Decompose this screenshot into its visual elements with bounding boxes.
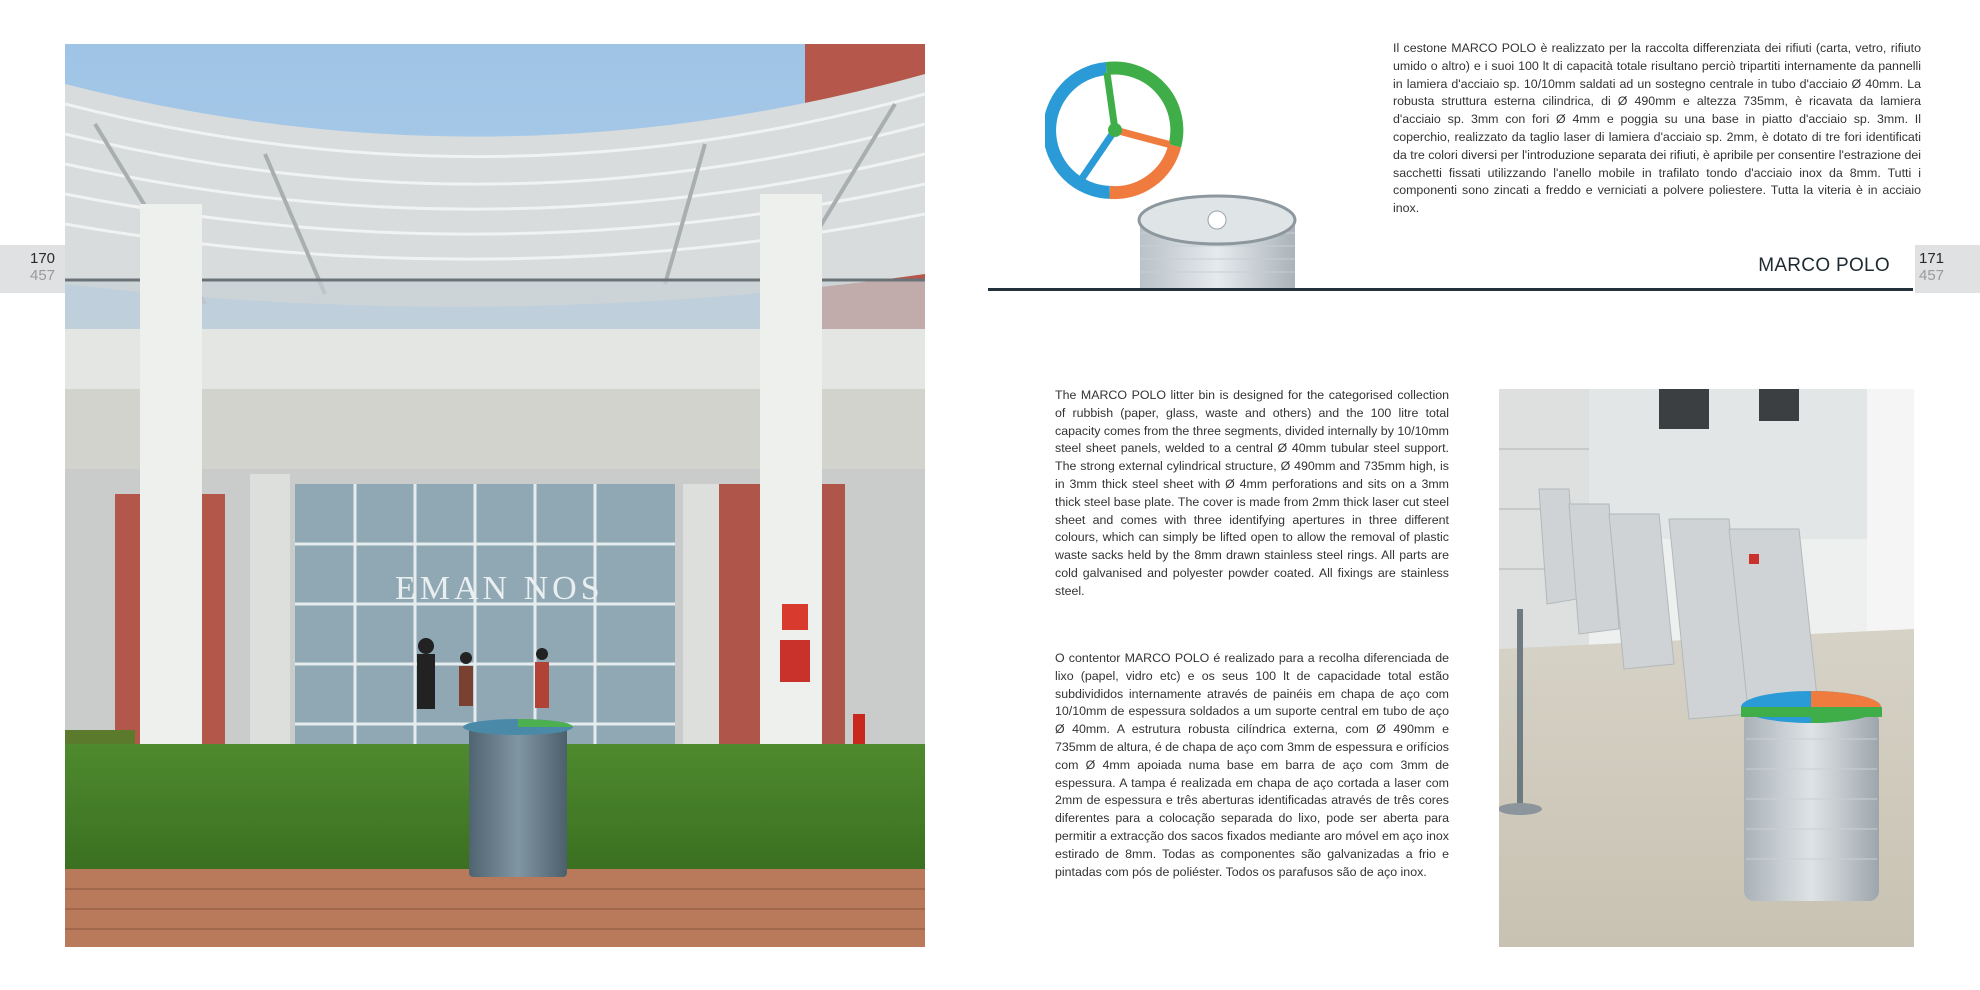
terminal-interior-photo bbox=[1499, 389, 1914, 947]
page-total: 457 bbox=[30, 267, 56, 284]
title-divider bbox=[988, 288, 1913, 291]
page-total: 457 bbox=[1919, 267, 1945, 284]
courtyard-photo bbox=[65, 44, 925, 947]
description-english: The MARCO POLO litter bin is designed for the categorised collection of rubbish (paper, glass, waste and others) and the 100 litre total capacity comes from the three segments, divided internally by 10/10mm steel sheet panels, welded to a central Ø 40mm tubular steel support. The strong external cylindrical structure, Ø 490mm and 735mm high, is in 3mm thick steel sheet with Ø 4mm perforations and sits on a 3mm thick steel base plate. The cover is made from 2mm thick laser cut steel sheet and comes with three identifying apertures in three different colours, which can simply be lifted open to allow the removal of plastic waste sacks held by the 8mm drawn stainless steel rings. All parts are cold galvanised and polyester powder coated. All fixings are stainless steel. bbox=[1055, 388, 1449, 598]
left-page-number bbox=[0, 245, 65, 293]
description-portuguese: O contentor MARCO POLO é realizado para a recolha diferenciada de lixo (papel, vidro etc) e os seus 100 lt de capacidade total estão subdivididos internamente através de painéis em chapa de aço com 10/10mm de espessura soldados a um suporte central em tubo de aço Ø 40mm. A estrutura robusta cilíndrica externa, com Ø 490mm e 735mm de altura, é de chapa de aço com 3mm de espessura e orifícios com Ø 4mm apoiada numa base em barra de aço com 3mm de espessura. A tampa é realizada em chapa de aço cortada a laser com 2mm de espessura e três aberturas identificadas através de três cores diferentes para a colocação separada do lixo, pode ser aberta para permitir a extracção dos sacos fixados mediante aro móvel em aço inox estirado de 8mm. Todas as componentes são galvanizadas a frio e pintadas com pós de poliéster. Todos os parafusos são de aço inox. bbox=[1055, 651, 1449, 879]
right-page-number bbox=[1915, 245, 1980, 293]
facade-sign-text: EMAN NOS bbox=[395, 570, 604, 607]
product-lid-illustration bbox=[1045, 48, 1310, 291]
page-number: 171 bbox=[1919, 250, 1945, 267]
product-title: MARCO POLO bbox=[1758, 255, 1890, 276]
page-number: 170 bbox=[30, 250, 56, 267]
description-italian: Il cestone MARCO POLO è realizzato per la raccolta differenziata dei rifiuti (carta, vetro, rifiuto umido o altro) e i suoi 100 lt di capacità totale risultano perciò tripartiti internamente da pannelli in lamiera d'acciaio sp. 10/10mm saldati ad un sostegno centrale in tubo d'acciaio Ø 40mm. La robusta struttura esterna cilindrica, di Ø 490mm e altezza 735mm, è ricavata da lamiera d'acciaio sp. 3mm con fori Ø 4mm e poggia su una base in piatto d'acciaio sp. 3mm. Il coperchio, realizzato da taglio laser di lamiera d'acciaio sp. 2mm, è dotato di tre fori identificati da tre colori diversi per l'introduzione separata dei rifiuti, è apribile per consentire l'estrazione dei sacchetti fissati utilizzando l'anello mobile in trafilato tondo d'acciaio inox da 8mm. Tutti i componenti sono zincati a freddo e verniciati a polvere poliestere. Tutta la viteria è in acciaio inox. bbox=[1393, 41, 1921, 216]
